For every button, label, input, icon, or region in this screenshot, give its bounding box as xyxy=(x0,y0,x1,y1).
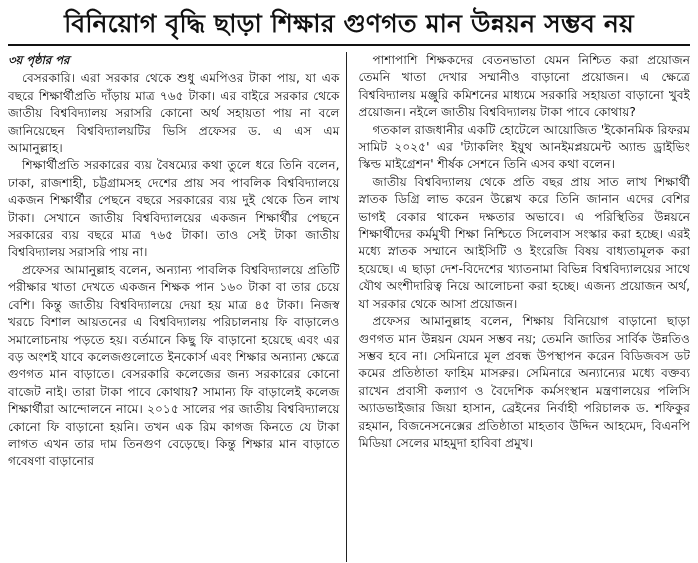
right-column xyxy=(351,52,691,562)
article-body xyxy=(8,52,690,562)
paragraph: প্রফেসর আমানুল্লাহ বলেন, শিক্ষায় বিনিয়োগ বাড়ানো ছাড়া গুণগত মান উন্নয়ন যেমন সম্ভব নয়; তেমনি জাতির সার্বিক উন্নতিও সম্ভব হবে না। সেমিনারে মূল প্রবন্ধ উপস্থাপন করেন বিডিজবস ডট কমের প্রতিষ্ঠাতা ফাহিম মাসরুর। সেমিনারে অন্যান্যের মধ্যে বক্তব্য রাখেন প্রবাসী কল্যাণ ও বৈদেশিক কর্মসংস্থান মন্ত্রণালয়ের পলিসি অ্যাডভাইজার জিয়া হাসান, ব্রেইনের নির্বাহী পরিচালক ড. শফিকুর রহমান, বিজনেসনেক্সের প্রতিষ্ঠাতা মাহতাব উদ্দিন আহমেদ, বিএনপি মিডিয়া সেলের মাহমুদা হাবিবা প্রমুখ। xyxy=(358,314,691,450)
paragraph: পাশাপাশি শিক্ষকদের বেতনভাতা যেমন নিশ্চিত করা প্রয়োজন তেমনি খাতা দেখার সম্মানীও বাড়ানো প্রয়োজন। এ ক্ষেত্রে বিশ্ববিদ্যালয় মঞ্জুরি কমিশনের মাধ্যমে সরকারি সহায়তা বাড়ানো খুবই প্রয়োজন। নইলে জাতীয় বিশ্ববিদ্যালয় টাকা পাবে কোথায়? xyxy=(358,53,691,120)
continued-from-label: ৩য় পৃষ্ঠার পর xyxy=(8,53,70,67)
headline-rule xyxy=(8,44,690,46)
left-column xyxy=(8,52,346,562)
paragraph: শিক্ষার্থীপ্রতি সরকারের ব্যয় বৈষম্যের কথা তুলে ধরে তিনি বলেন, ঢাকা, রাজশাহী, চট্টগ্রামসহ দেশের প্রায় সব পাবলিক বিশ্ববিদ্যালয়ে একজন শিক্ষার্থীর পেছনে বছরে সরকারের ব্যয় দুই থেকে তিন লাখ টাকা। সেখানে জাতীয় বিশ্ববিদ্যালয়ের একজন শিক্ষার্থীর পেছনে সরকারের ব্যয় বছরে মাত্র ৭৬৫ টাকা। তাও সেই টাকা জাতীয় বিশ্ববিদ্যালয় সরাসরি পায় না। xyxy=(8,158,340,260)
column-divider xyxy=(346,52,347,562)
paragraph: জাতীয় বিশ্ববিদ্যালয় থেকে প্রতি বছর প্রায় সাত লাখ শিক্ষার্থী স্নাতক ডিগ্রি লাভ করেন উল্লেখ করে তিনি জানান এদের বেশির ভাগই বেকার থাকেন দক্ষতার অভাবে। এ পরিস্থিতির উন্নয়নে শিক্ষার্থীদের কর্মমুখী শিক্ষা নিশ্চিতে সিলেবাস সংস্কার করা হচ্ছে। এরই মধ্যে স্নাতক সম্মানে আইসিটি ও ইংরেজি বিষয় বাধ্যতামূলক করা হয়েছে। এ ছাড়া দেশ-বিদেশের খ্যাতনামা বিভিন্ন বিশ্ববিদ্যালয়ের সাথে যৌথ অংশীদারিত্ব নিয়ে আলোচনা করা হচ্ছে। এজন্য প্রয়োজন অর্থ, যা সরকার থেকে আসা প্রয়োজন। xyxy=(358,174,691,311)
headline: বিনিয়োগ বৃদ্ধি ছাড়া শিক্ষার গুণগত মান উন্নয়ন সম্ভব নয় xyxy=(64,9,634,38)
paragraph: বেসরকারি। এরা সরকার থেকে শুধু এমপিওর টাকা পায়, যা এক বছরে শিক্ষার্থীপ্রতি দাঁড়ায় মাত্র ৭৬৫ টাকা। এর বাইরে সরকার থেকে জাতীয় বিশ্ববিদ্যালয় সরাসরি কোনো অর্থ সহায়তা পায় না বলে জানিয়েছেন বিশ্ববিদ্যালয়টির ভিসি প্রফেসর ড. এ এস এম আমানুল্লাহ। xyxy=(8,71,340,156)
paragraph: প্রফেসর আমানুল্লাহ বলেন, অন্যান্য পাবলিক বিশ্ববিদ্যালয়ে প্রতিটি পরীক্ষার খাতা দেখতে একজন শিক্ষক পান ১৬০ টাকা বা তার চেয়ে বেশি। কিন্তু জাতীয় বিশ্ববিদ্যালয়ে দেয়া হয় মাত্র ৪৫ টাকা। নিজস্ব খরচে বিশাল আয়তনের এ বিশ্ববিদ্যালয় পরিচালনায় ফি বাড়ালেও সমালোচনায় পড়তে হয়। বর্তমানে কিছু ফি বাড়ানো হয়েছে এবং এর বড় অংশই যাবে কলেজগুলোতে ইনকোর্স এবং শিক্ষার অন্যান্য ক্ষেত্রে গুণগত মান বাড়াতে। বেসরকারি কলেজের জন্য সরকারের কোনো বাজেট নাই। তারা টাকা পাবে কোথায়? সামান্য ফি বাড়ালেই কলেজ শিক্ষার্থীরা আন্দোলনে নামে। ২০১৫ সালের পর জাতীয় বিশ্ববিদ্যালয়ে কোনো ফি বাড়ানো হয়নি। তখন এক রিম কাগজ কিনতে যে টাকা লাগত এখন তার দাম তিনগুণ বেড়েছে। কিন্তু শিক্ষার মান বাড়াতে গবেষণা বাড়ানোর xyxy=(8,262,340,469)
paragraph: গতকাল রাজধানীর একটি হোটেলে আয়োজিত 'ইকোনমিক রিফরম সামিট ২০২৫' এর 'ট্যাকলিং ইয়ুথ আনইমপ্লয়মেন্ট অ্যান্ড ড্রাইভিং স্কিল্ড মাইগ্রেশন' শীর্ষক সেশনে তিনি এসব কথা বলেন। xyxy=(358,122,691,172)
